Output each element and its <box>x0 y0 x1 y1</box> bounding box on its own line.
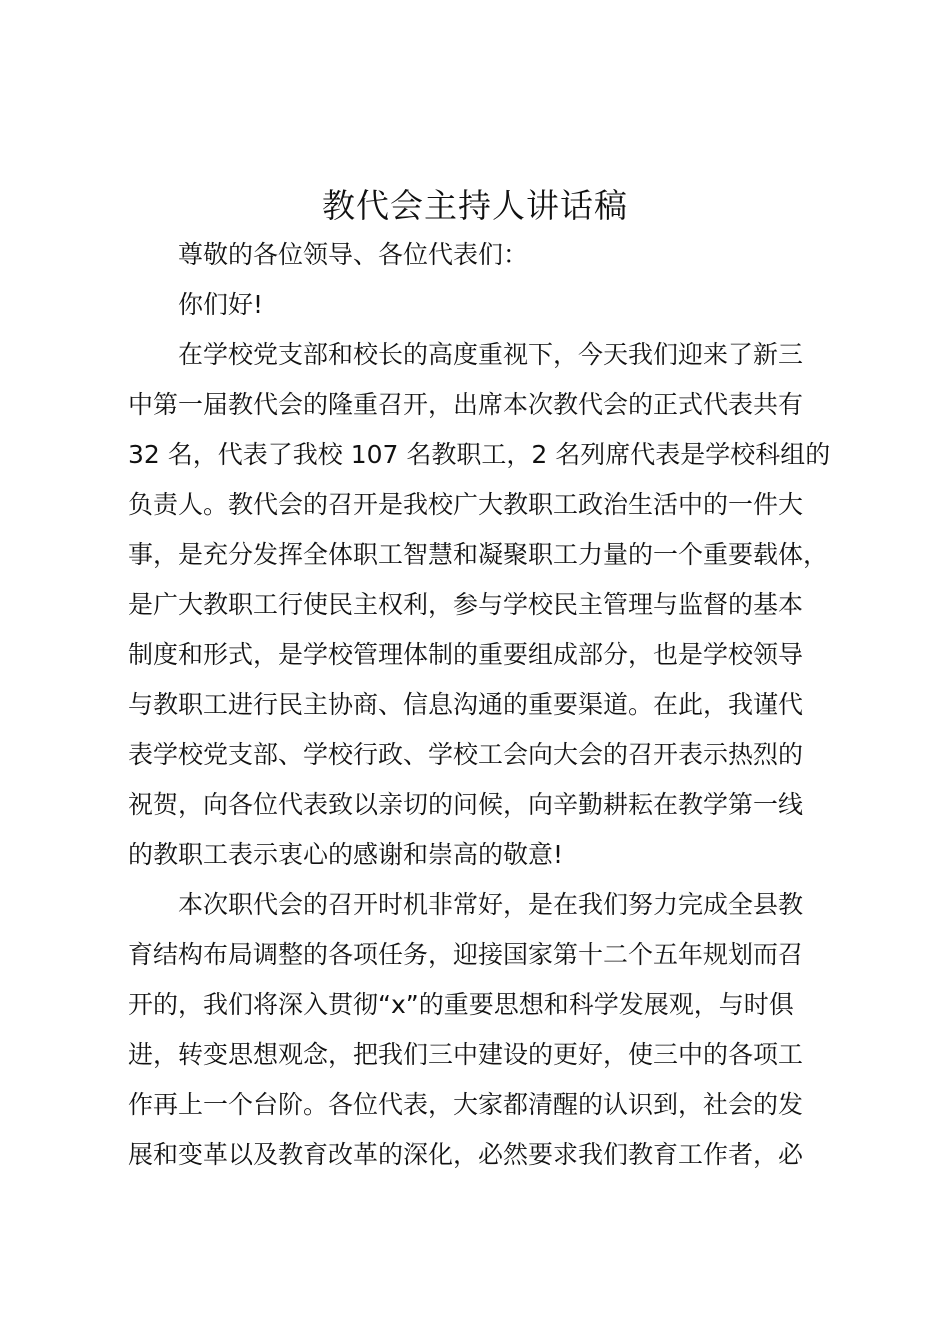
body-line: 是广大教职工行使民主权利，参与学校民主管理与监督的基本 <box>128 590 804 619</box>
body-line: 作再上一个台阶。各位代表，大家都清醒的认识到，社会的发 <box>128 1090 804 1119</box>
body-line: 展和变革以及教育改革的深化，必然要求我们教育工作者，必 <box>128 1140 804 1169</box>
body-line: 祝贺，向各位代表致以亲切的问候，向辛勤耕耘在教学第一线 <box>128 790 804 819</box>
document-title: 教代会主持人讲话稿 <box>322 186 628 225</box>
body-line: 制度和形式，是学校管理体制的重要组成部分，也是学校领导 <box>128 640 804 669</box>
body-line: 的教职工表示衷心的感谢和崇高的敬意! <box>128 840 564 869</box>
body-line: 进，转变思想观念，把我们三中建设的更好，使三中的各项工 <box>128 1040 804 1069</box>
body-line: 与教职工进行民主协商、信息沟通的重要渠道。在此，我谨代 <box>128 690 804 719</box>
body-line: 事，是充分发挥全体职工智慧和凝聚职工力量的一个重要载体， <box>128 540 829 569</box>
body-line: 在学校党支部和校长的高度重视下，今天我们迎来了新三 <box>178 340 804 369</box>
body-line: 开的，我们将深入贯彻“x”的重要思想和科学发展观，与时俱 <box>128 990 794 1019</box>
body-line: 负责人。教代会的召开是我校广大教职工政治生活中的一件大 <box>128 490 804 519</box>
body-line: 本次职代会的召开时机非常好，是在我们努力完成全县教 <box>178 890 804 919</box>
body-line: 32 名，代表了我校 107 名教职工，2 名列席代表是学校科组的 <box>128 440 831 469</box>
body-line: 育结构布局调整的各项任务，迎接国家第十二个五年规划而召 <box>128 940 804 969</box>
salutation-line: 尊敬的各位领导、各位代表们： <box>178 240 529 269</box>
greeting-line: 你们好! <box>178 290 264 319</box>
body-line: 表学校党支部、学校行政、学校工会向大会的召开表示热烈的 <box>128 740 804 769</box>
body-line: 中第一届教代会的隆重召开，出席本次教代会的正式代表共有 <box>128 390 804 419</box>
